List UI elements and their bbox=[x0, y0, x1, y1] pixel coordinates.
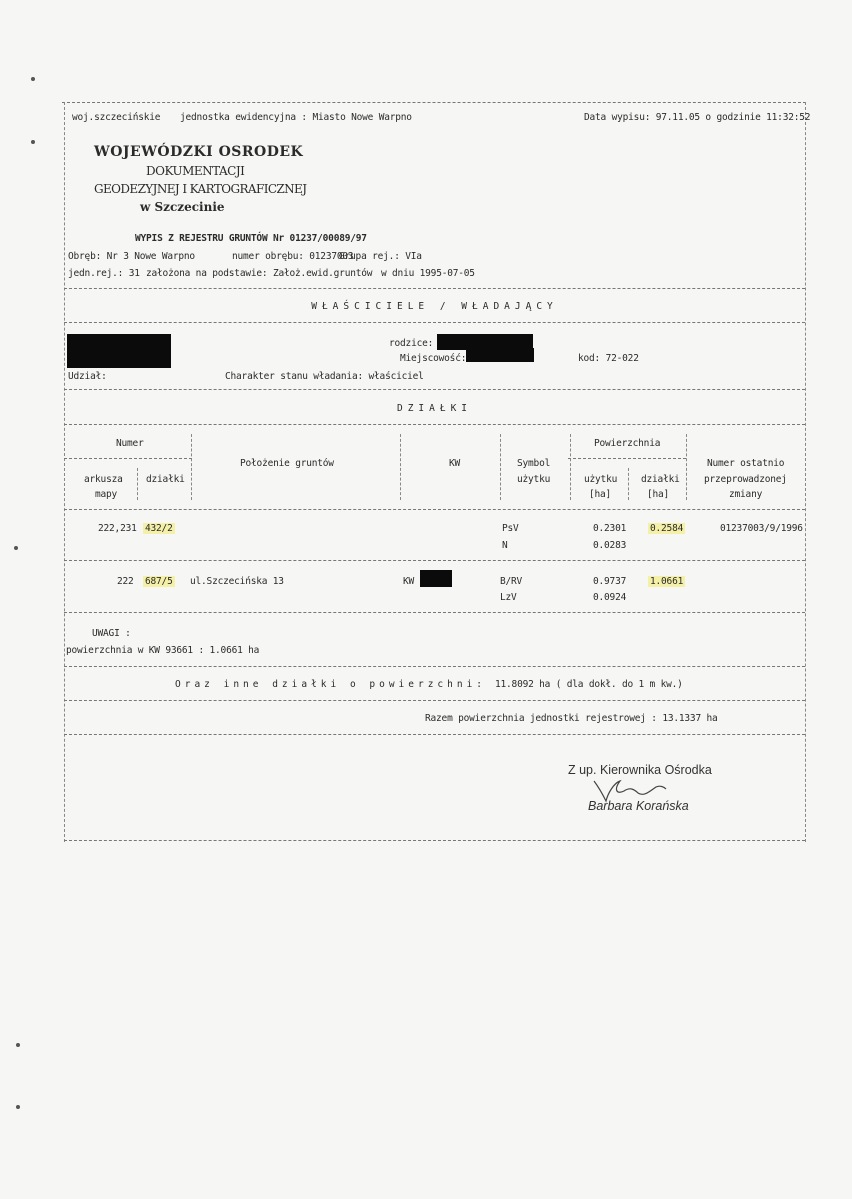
parcel-2-use-2-area: 0.0924 bbox=[593, 592, 627, 603]
postal-code: kod: 72-022 bbox=[578, 353, 639, 364]
col-sep bbox=[400, 434, 401, 500]
stamp-line-4: w Szczecinie bbox=[140, 200, 225, 214]
parcel-1-use-1-symbol: PsV bbox=[502, 523, 519, 534]
frame-right bbox=[805, 102, 806, 842]
col-sep bbox=[570, 434, 571, 500]
punch-hole bbox=[31, 140, 35, 144]
precinct-number: numer obrębu: 01237003 bbox=[232, 251, 354, 262]
col-area-header: Powierzchnia bbox=[594, 438, 661, 449]
col-sheet-header: arkusza bbox=[84, 474, 123, 485]
col-symbol-header: Symbol bbox=[517, 458, 551, 469]
established-basis: założona na podstawie: Założ.ewid.gruntów bbox=[146, 268, 373, 279]
parcel-1-use-1-area: 0.2301 bbox=[593, 523, 627, 534]
divider bbox=[64, 612, 805, 613]
total-area: Razem powierzchnia jednostki rejestrowej : 13.1337 ha bbox=[425, 713, 718, 724]
share-label: Udział: bbox=[68, 371, 107, 382]
divider bbox=[64, 560, 805, 561]
stamp-line-2: DOKUMENTACJI bbox=[146, 164, 245, 178]
col-sep bbox=[191, 434, 192, 500]
stamp-line-1: WOJEWÓDZKI OSRODEK bbox=[94, 144, 304, 160]
precinct: Obręb: Nr 3 Nowe Warpno bbox=[68, 251, 195, 262]
parcel-2-use-2-symbol: LzV bbox=[500, 592, 517, 603]
divider bbox=[64, 389, 805, 390]
punch-hole bbox=[14, 546, 18, 550]
divider bbox=[64, 322, 805, 323]
divider bbox=[568, 458, 686, 459]
other-parcels-label: Oraz inne działki o powierzchni: bbox=[175, 679, 487, 690]
locality-label: Miejscowość: bbox=[400, 353, 467, 364]
divider bbox=[64, 458, 192, 459]
col-sep bbox=[628, 468, 629, 500]
frame-top bbox=[62, 102, 806, 103]
voivodeship: woj.szczecińskie bbox=[72, 112, 161, 123]
signatory-name: Barbara Korańska bbox=[588, 799, 689, 813]
parcel-2-location: ul.Szczecińska 13 bbox=[190, 576, 284, 587]
col-use-header: użytku bbox=[517, 474, 551, 485]
parcel-1-use-2-symbol: N bbox=[502, 540, 508, 551]
punch-hole bbox=[16, 1105, 20, 1109]
parcel-2-total-area: 1.0661 bbox=[650, 576, 684, 587]
parcel-2-use-1-area: 0.9737 bbox=[593, 576, 627, 587]
stamp-line-3: GEODEZYJNEJ I KARTOGRAFICZNEJ bbox=[94, 182, 307, 196]
punch-hole bbox=[31, 77, 35, 81]
parcel-1-use-2-area: 0.0283 bbox=[593, 540, 627, 551]
owners-heading: WŁAŚCICIELE / WŁADAJĄCY bbox=[311, 301, 558, 312]
col-number-header: Numer bbox=[116, 438, 144, 449]
redacted-kw-number bbox=[420, 570, 452, 587]
col-area-use-header: użytku bbox=[584, 474, 618, 485]
col-change-header-2: przeprowadzonej bbox=[704, 474, 787, 485]
registry-unit-number: jedn.rej.: 31 bbox=[68, 268, 140, 279]
signature-authority: Z up. Kierownika Ośrodka bbox=[568, 763, 712, 777]
frame-left bbox=[64, 102, 65, 842]
redacted-locality bbox=[466, 348, 534, 362]
document-title: WYPIS Z REJESTRU GRUNTÓW Nr 01237/00089/97 bbox=[135, 233, 367, 244]
parcel-1-total-area: 0.2584 bbox=[650, 523, 684, 534]
col-change-header-3: zmiany bbox=[729, 489, 763, 500]
divider bbox=[64, 666, 805, 667]
divider bbox=[64, 424, 805, 425]
parcel-2-number: 687/5 bbox=[145, 576, 173, 587]
col-map-header: mapy bbox=[95, 489, 118, 500]
col-change-header-1: Numer ostatnio bbox=[707, 458, 785, 469]
divider bbox=[64, 700, 805, 701]
ownership-type: Charakter stanu władania: właściciel bbox=[225, 371, 424, 382]
col-parcel-header: działki bbox=[146, 474, 185, 485]
punch-hole bbox=[16, 1043, 20, 1047]
frame-bottom bbox=[64, 840, 805, 841]
col-sep bbox=[686, 434, 687, 500]
col-sep bbox=[500, 434, 501, 500]
col-kw-header: KW bbox=[449, 458, 461, 469]
parcel-2-use-1-symbol: B/RV bbox=[500, 576, 523, 587]
other-parcels-value: 11.8092 ha ( dla dokł. do 1 m kw.) bbox=[495, 679, 683, 690]
established-date: w dniu 1995-07-05 bbox=[381, 268, 475, 279]
parcel-2-kw-label: KW bbox=[403, 576, 415, 587]
col-ha-use: [ha] bbox=[589, 489, 612, 500]
parcel-2-sheet: 222 bbox=[117, 576, 134, 587]
extract-date: Data wypisu: 97.11.05 o godzinie 11:32:52 bbox=[584, 112, 811, 123]
col-sep bbox=[137, 468, 138, 500]
remarks-label: UWAGI : bbox=[92, 628, 131, 639]
col-area-parcel-header: działki bbox=[641, 474, 680, 485]
parcel-1-last-change: 01237003/9/1996 bbox=[720, 523, 803, 534]
remarks-text: powierzchnia w KW 93661 : 1.0661 ha bbox=[66, 645, 260, 656]
redacted-owner-name bbox=[67, 334, 171, 368]
divider bbox=[64, 288, 805, 289]
divider bbox=[64, 509, 805, 510]
col-location-header: Położenie gruntów bbox=[240, 458, 334, 469]
parcel-1-sheet: 222,231 bbox=[98, 523, 137, 534]
parcels-heading: DZIAŁKI bbox=[396, 403, 473, 414]
registration-unit: jednostka ewidencyjna : Miasto Nowe Warpno bbox=[180, 112, 412, 123]
registry-group: Grupa rej.: VIa bbox=[339, 251, 422, 262]
parents-label: rodzice: bbox=[389, 338, 434, 349]
parcel-1-number: 432/2 bbox=[145, 523, 173, 534]
divider bbox=[64, 734, 805, 735]
col-ha-parcel: [ha] bbox=[647, 489, 670, 500]
